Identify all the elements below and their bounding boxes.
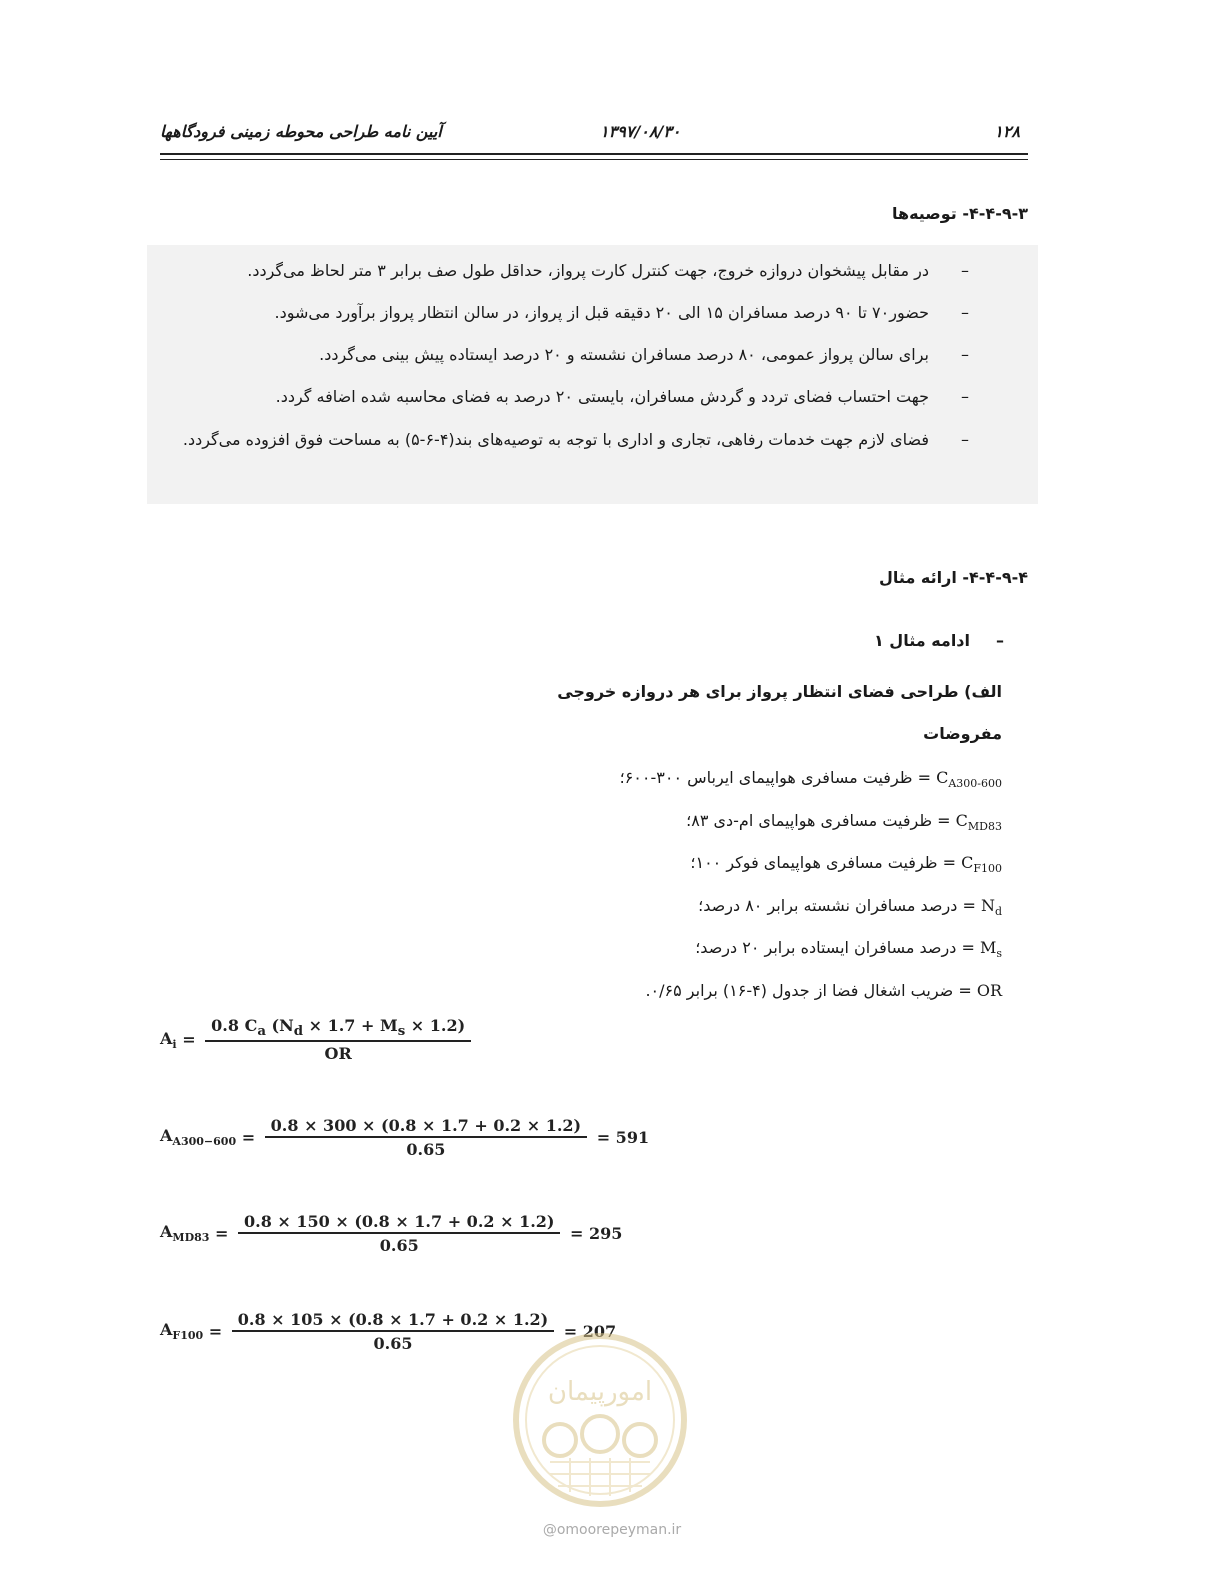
assumption-item: $C_{F100}$ = ظرفیت مسافری هواپیمای فوکر ۱۰۰؛ (690, 853, 1002, 876)
denominator: 0.65 (379, 1236, 419, 1255)
header-date: ۱۳۹۷/۰۸/۳۰ (600, 122, 681, 141)
page-number: ۱۲۸ (994, 122, 1020, 141)
assumption-item: $N_d$ = درصد مسافران نشسته برابر ۸۰ درصد؛ (698, 896, 1002, 919)
formula-general: $A_i$ = $\frac{0.8 C_a (N_d \times 1.7 + M_s \times 1.2)}{OR}$ (160, 1016, 475, 1063)
formula-f100: $A_{F100}$ = $\frac{0.8 \times 105 \times (0.8 \times 1.7 + 0.2 \times 1.2)}{0.65}$ = 207 (160, 1310, 617, 1353)
formula-md83: $A_{MD83}$ = $\frac{0.8 \times 150 \times (0.8 \times 1.7 + 0.2 \times 1.2)}{0.65}$ = 295 (160, 1212, 623, 1255)
numerator: 0.8 × 300 × (0.8 × 1.7 + 0.2 × 1.2) (265, 1116, 587, 1138)
dash-bullet-icon: – (961, 387, 969, 406)
formula-a300: $A_{A300-600}$ = $\frac{0.8 \times 300 \times (0.8 \times 1.7 + 0.2 \times 1.2)}{0.65}$ = 591 (160, 1116, 650, 1159)
assumption-item: $C_{A300-600}$ = ظرفیت مسافری هواپیمای ایرباس ۳۰۰-۶۰۰؛ (619, 768, 1002, 791)
assumption-item: $M_s$ = درصد مسافران ایستاده برابر ۲۰ درصد؛ (695, 938, 1002, 961)
header-document-title: آیین نامه طراحی محوطه زمینی فرودگاهها (160, 122, 442, 141)
dash-bullet-icon: – (961, 261, 969, 280)
section-title-example: ۴-۴-۹-۴- ارائه مثال (879, 568, 1028, 587)
dash-bullet-icon: – (996, 631, 1004, 650)
section-title-recommendations: ۴-۴-۹-۳- توصیه‌ها (891, 204, 1028, 223)
recommendations-list (149, 250, 969, 462)
header-rule-thick (160, 153, 1028, 155)
numerator: 0.8 × 105 × (0.8 × 1.7 + 0.2 × 1.2) (232, 1310, 554, 1332)
formula-result: = 207 (563, 1322, 617, 1341)
numerator: 0.8 $C_a$ $(N_d \times 1.7 + M_s \times 1.2)$ (205, 1016, 471, 1042)
dash-bullet-icon: – (961, 430, 969, 449)
list-item: – حضور۷۰ تا ۹۰ درصد مسافران ۱۵ الی ۲۰ دقیقه قبل از پرواز، در سالن انتظار پرواز برآورد می‌شود. (149, 292, 969, 334)
fraction (265, 1116, 587, 1159)
list-item: – برای سالن پرواز عمومی، ۸۰ درصد مسافران نشسته و ۲۰ درصد ایستاده پیش بینی می‌گردد. (149, 334, 969, 376)
dash-bullet-icon: – (961, 345, 969, 364)
assumptions-heading: مفروضات (923, 724, 1002, 743)
svg-text:امورپیمان: امورپیمان (547, 1377, 653, 1407)
list-item: – فضای لازم جهت خدمات رفاهی، تجاری و اداری با توجه به توصیه‌های بند(۴-۶-۵) به مساحت فوق افزوده می‌گردد. (149, 418, 969, 462)
footer-website: @omoorepeyman.ir (542, 1522, 682, 1538)
formula-result: = 295 (570, 1224, 623, 1243)
numerator: 0.8 × 150 × (0.8 × 1.7 + 0.2 × 1.2) (238, 1212, 560, 1234)
fraction (238, 1212, 560, 1255)
list-item: – در مقابل پیشخوان دروازه خروج، جهت کنترل کارت پرواز، حداقل طول صف برابر ۳ متر لحاظ می‌گردد. (149, 250, 969, 292)
fraction (205, 1016, 471, 1063)
example-continuation: –ادامه مثال ۱ (873, 631, 1004, 650)
fraction (232, 1310, 554, 1353)
assumption-item: OR = ضریب اشغال فضا از جدول (۴-۱۶) برابر ۰/۶۵. (645, 981, 1002, 1000)
denominator: 0.65 (373, 1334, 413, 1353)
denominator: OR (324, 1044, 352, 1064)
part-a-heading: الف) طراحی فضای انتظار پرواز برای هر دروازه خروجی (557, 682, 1002, 701)
denominator: 0.65 (406, 1140, 446, 1159)
watermark-logo (510, 1330, 690, 1510)
list-item: – جهت احتساب فضای تردد و گردش مسافران، بایستی ۲۰ درصد به فضای محاسبه شده اضافه گردد. (149, 376, 969, 418)
formula-result: = 591 (596, 1128, 650, 1147)
assumption-item: $C_{MD83}$ = ظرفیت مسافری هواپیمای ام-دی ۸۳؛ (686, 811, 1002, 834)
header-rule-thin (160, 159, 1028, 160)
page-header (160, 118, 1028, 148)
dash-bullet-icon: – (961, 303, 969, 322)
